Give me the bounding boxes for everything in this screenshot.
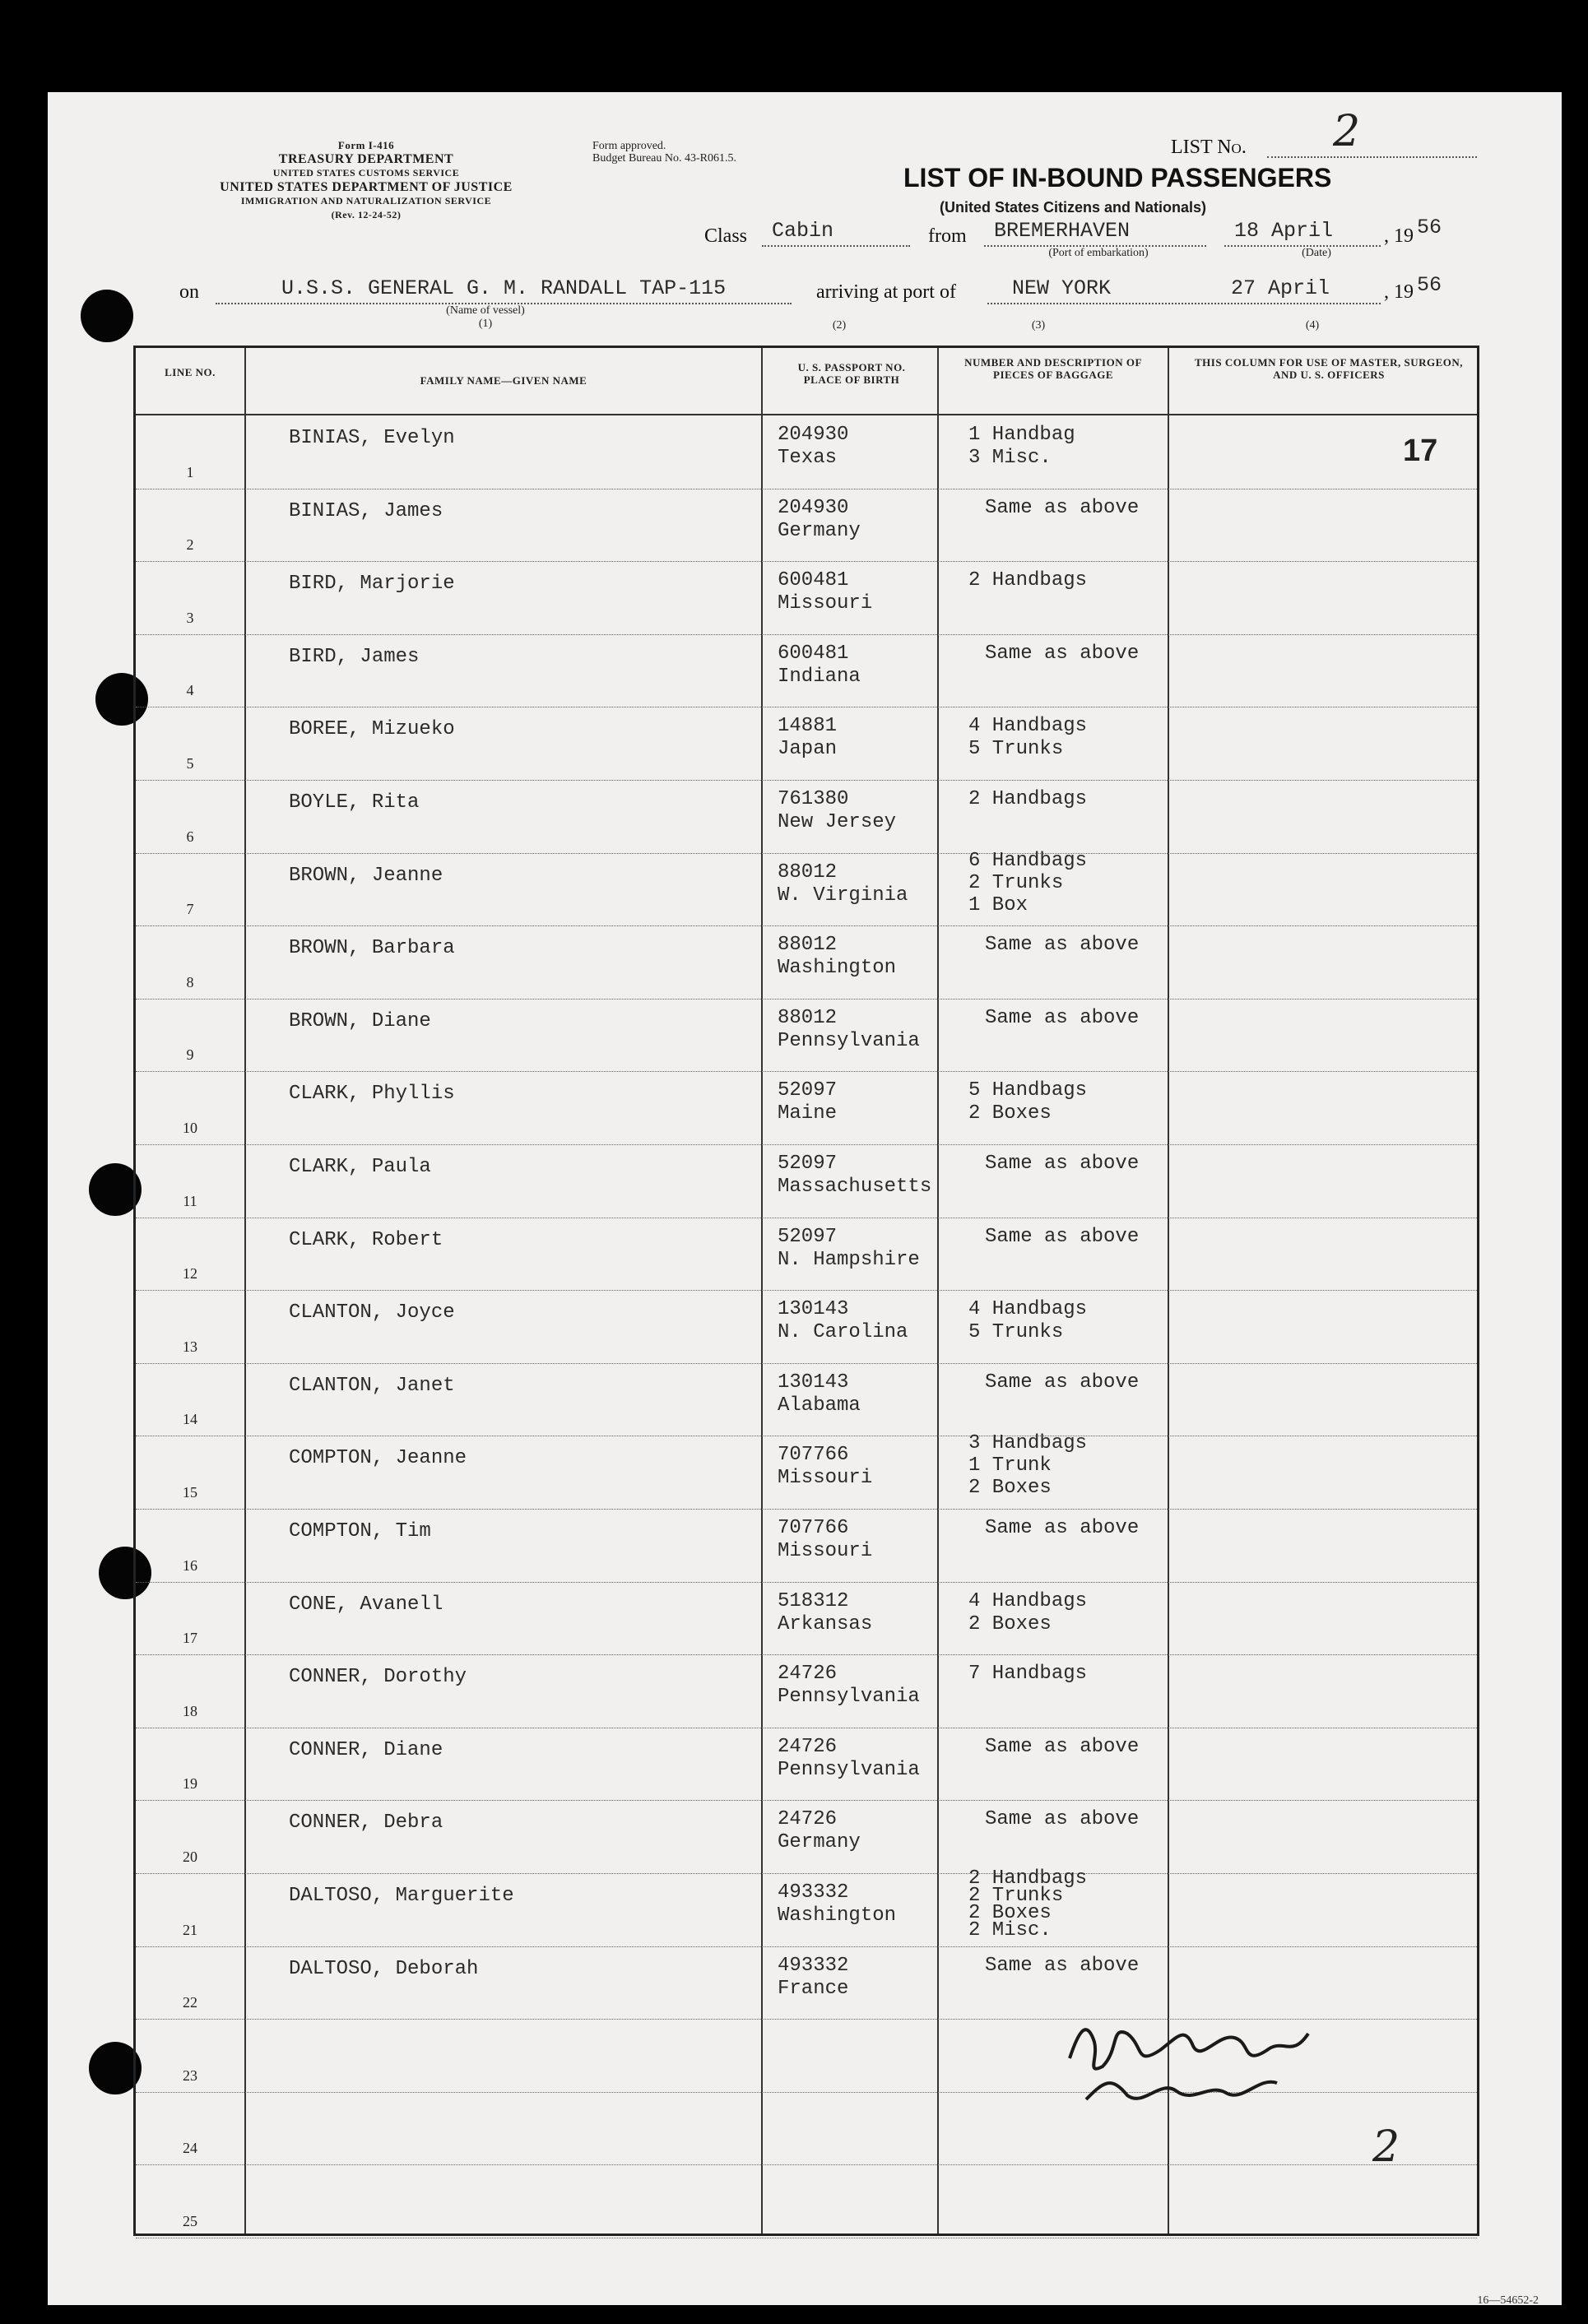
passport-cell	[778, 1298, 908, 1344]
passport-number: 14881	[778, 715, 838, 738]
passport-cell	[778, 1590, 872, 1636]
baggage-cell	[968, 424, 1075, 470]
baggage-line: Same as above	[985, 1517, 1140, 1539]
passport-number: 600481	[778, 642, 849, 665]
line-number: 18	[183, 1702, 197, 1719]
line-number: 11	[183, 1192, 197, 1209]
place-of-birth: New Jersey	[778, 811, 897, 833]
col-4-number: (4)	[1305, 319, 1320, 332]
passport-cell	[778, 1371, 861, 1417]
baggage-line: 2 Boxes	[968, 1102, 1052, 1125]
vessel-name: U.S.S. GENERAL G. M. RANDALL TAP-115	[281, 276, 727, 300]
line-number: 12	[183, 1265, 197, 1283]
baggage-line: Same as above	[985, 1225, 1140, 1248]
passenger-name: CLANTON, Joyce	[289, 1301, 455, 1324]
place-of-birth: Missouri	[778, 1467, 873, 1490]
form-department-block	[165, 138, 568, 222]
header-passport: U. S. PASSPORT NO. PLACE OF BIRTH	[797, 361, 906, 386]
list-label: LIST No.	[1171, 137, 1247, 158]
passenger-name: BOREE, Mizueko	[289, 718, 455, 741]
passport-cell	[778, 1736, 920, 1782]
place-of-birth: Pennsylvania	[778, 1686, 920, 1709]
passport-cell	[778, 1007, 920, 1053]
table-row	[136, 1218, 1477, 1292]
baggage-line: Same as above	[985, 1808, 1140, 1831]
header-line-no: LINE NO.	[165, 366, 216, 378]
line-number: 5	[186, 754, 194, 772]
place-of-birth: Arkansas	[778, 1612, 873, 1635]
table-row	[136, 489, 1477, 563]
baggage-cell	[985, 1226, 1139, 1249]
count-annotation: 17	[1403, 434, 1438, 468]
passport-number: 600481	[778, 569, 849, 592]
baggage-line: 2 Boxes	[968, 1477, 1052, 1500]
line-number: 10	[183, 1119, 197, 1136]
arrival-year: 56	[1417, 273, 1442, 297]
place-of-birth: Washington	[778, 957, 897, 980]
line-number: 8	[186, 973, 194, 990]
table-row	[136, 925, 1477, 1000]
baggage-cell	[968, 715, 1087, 761]
passenger-name: BROWN, Jeanne	[289, 864, 443, 887]
baggage-line: 5 Trunks	[968, 1321, 1064, 1344]
passport-number: 707766	[778, 1517, 849, 1539]
baggage-line: Same as above	[985, 496, 1140, 519]
baggage-cell	[985, 1736, 1139, 1759]
passport-cell	[778, 1955, 848, 2001]
baggage-line: Same as above	[985, 1735, 1140, 1758]
baggage-cell	[985, 1153, 1139, 1176]
baggage-line: 4 Handbags	[968, 1589, 1088, 1612]
immigration-service: IMMIGRATION AND NATURALIZATION SERVICE	[240, 195, 492, 206]
line-number: 24	[183, 2140, 197, 2157]
vessel-caption: (Name of vessel)	[446, 304, 525, 317]
place-of-birth: N. Hampshire	[778, 1248, 920, 1271]
table-row	[136, 1728, 1477, 1802]
line-number: 6	[186, 828, 194, 845]
baggage-line: 2 Boxes	[968, 1902, 1052, 1924]
baggage-cell	[985, 1007, 1139, 1030]
year-prefix-2: , 19	[1384, 281, 1414, 303]
table-row	[136, 2164, 1477, 2238]
baggage-line: Same as above	[985, 1006, 1140, 1029]
line-number: 19	[183, 1775, 197, 1793]
table-row	[136, 780, 1477, 854]
line-number: 1	[186, 463, 194, 480]
baggage-line: 2 Trunks	[968, 871, 1064, 894]
treasury-dept: TREASURY DEPARTMENT	[278, 152, 454, 166]
passport-number: 88012	[778, 860, 838, 884]
passport-number: 88012	[778, 1006, 838, 1029]
header-name: FAMILY NAME—GIVEN NAME	[420, 374, 587, 387]
place-of-birth: Germany	[778, 1831, 861, 1854]
passport-number: 52097	[778, 1225, 838, 1248]
passport-number: 130143	[778, 1298, 849, 1321]
baggage-cell	[968, 1079, 1087, 1125]
baggage-line: Same as above	[985, 1954, 1140, 1977]
passenger-name: BROWN, Diane	[289, 1009, 431, 1032]
list-no-line	[1267, 156, 1477, 158]
table-row	[136, 1654, 1477, 1728]
baggage-line: Same as above	[985, 934, 1140, 957]
baggage-cell	[968, 569, 1087, 592]
baggage-line: 2 Handbags	[968, 1867, 1088, 1890]
embark-date: 18 April	[1234, 219, 1334, 243]
class-line	[762, 245, 910, 247]
revision: (Rev. 12-24-52)	[331, 209, 402, 220]
passport-number: 52097	[778, 1153, 838, 1175]
baggage-line: 6 Handbags	[968, 849, 1088, 872]
header-baggage: NUMBER AND DESCRIPTION OF PIECES OF BAGGAGE	[964, 356, 1142, 381]
passenger-name: DALTOSO, Deborah	[289, 1957, 479, 1980]
passport-number: 761380	[778, 788, 849, 810]
passport-cell	[778, 788, 896, 834]
form-number: Form I-416	[337, 139, 395, 151]
place-of-birth: W. Virginia	[778, 884, 908, 907]
line-number: 20	[183, 1848, 197, 1865]
passenger-name: DALTOSO, Marguerite	[289, 1885, 514, 1907]
baggage-line: 3 Handbags	[968, 1432, 1088, 1455]
arrival-port: NEW YORK	[1012, 276, 1112, 300]
place-of-birth: Pennsylvania	[778, 1029, 920, 1052]
line-number: 3	[186, 609, 194, 626]
baggage-cell	[968, 1867, 1088, 1941]
form-subtitle: (United States Citizens and Nationals)	[940, 199, 1207, 216]
form-title: LIST OF IN-BOUND PASSENGERS	[903, 163, 1332, 193]
passport-number: 518312	[778, 1589, 849, 1612]
from-port: BREMERHAVEN	[994, 219, 1131, 243]
passport-cell	[778, 1444, 872, 1490]
baggage-line: Same as above	[985, 1153, 1140, 1175]
passport-cell	[778, 934, 896, 980]
footer-code: 16—54652-2	[1477, 2294, 1539, 2307]
year-prefix-1: , 19	[1384, 225, 1414, 247]
binder-hole-1	[81, 290, 133, 342]
passenger-table	[133, 346, 1479, 2236]
line-number: 2	[186, 536, 194, 554]
arrival-date: 27 April	[1231, 276, 1330, 300]
baggage-line: 1 Box	[968, 893, 1028, 916]
place-of-birth: Indiana	[778, 665, 861, 688]
header-officers: THIS COLUMN FOR USE OF MASTER, SURGEON, AND U. S. OFFICERS	[1195, 356, 1463, 381]
passenger-name: COMPTON, Tim	[289, 1520, 431, 1542]
baggage-line: 2 Handbags	[968, 569, 1088, 592]
passenger-name: CLANTON, Janet	[289, 1374, 455, 1397]
embark-year: 56	[1417, 216, 1442, 239]
baggage-cell	[985, 1517, 1139, 1540]
passport-number: 52097	[778, 1079, 838, 1102]
baggage-cell	[985, 934, 1139, 957]
table-row	[136, 1432, 1477, 1510]
justice-dept: UNITED STATES DEPARTMENT OF JUSTICE	[220, 180, 513, 194]
from-label: from	[928, 225, 967, 247]
passport-cell	[778, 1663, 920, 1709]
place-of-birth: N. Carolina	[778, 1321, 908, 1344]
table-row	[136, 1144, 1477, 1218]
col-2-number: (2)	[832, 319, 847, 332]
line-number: 25	[183, 2212, 197, 2229]
baggage-line: 5 Trunks	[968, 738, 1064, 761]
passport-cell	[778, 1517, 872, 1563]
line-number: 17	[183, 1630, 197, 1647]
place-of-birth: Japan	[778, 738, 838, 761]
place-of-birth: Massachusetts	[778, 1176, 932, 1198]
passport-number: 24726	[778, 1735, 838, 1758]
place-of-birth: Missouri	[778, 592, 873, 615]
baggage-cell	[985, 1371, 1139, 1394]
table-row	[136, 707, 1477, 781]
table-row	[136, 1363, 1477, 1437]
passport-number: 204930	[778, 496, 849, 519]
table-row	[136, 561, 1477, 635]
passenger-name: BROWN, Barbara	[289, 937, 455, 960]
table-row	[136, 1509, 1477, 1583]
table-row	[136, 849, 1477, 927]
passport-cell	[778, 715, 837, 761]
passport-number: 24726	[778, 1808, 838, 1831]
line-number: 16	[183, 1556, 197, 1574]
place-of-birth: Maine	[778, 1102, 838, 1125]
passenger-name: CONNER, Diane	[289, 1738, 443, 1761]
line-number: 15	[183, 1483, 197, 1501]
baggage-line: 4 Handbags	[968, 715, 1088, 738]
baggage-line: Same as above	[985, 1371, 1140, 1394]
passport-cell	[778, 1079, 837, 1125]
place-of-birth: Alabama	[778, 1394, 861, 1417]
place-of-birth: Texas	[778, 447, 838, 469]
port-line	[987, 303, 1381, 304]
arriving-label: arriving at port of	[816, 281, 956, 303]
line-number: 13	[183, 1338, 197, 1355]
table-row	[136, 634, 1477, 708]
baggage-cell	[985, 1808, 1139, 1831]
baggage-line: 2 Boxes	[968, 1612, 1052, 1635]
place-of-birth: Germany	[778, 519, 861, 542]
baggage-cell	[968, 1663, 1087, 1686]
on-label: on	[179, 281, 199, 303]
passport-number: 204930	[778, 424, 849, 446]
baggage-line: 4 Handbags	[968, 1298, 1088, 1321]
baggage-cell	[968, 788, 1087, 811]
table-row	[136, 1071, 1477, 1145]
vessel-under-label	[387, 304, 584, 331]
passenger-name: CONE, Avanell	[289, 1593, 443, 1616]
form-approved	[592, 140, 736, 165]
passport-cell	[778, 1153, 931, 1199]
passenger-name: BINIAS, Evelyn	[289, 427, 455, 449]
line-number: 22	[183, 1994, 197, 2011]
table-row	[136, 1582, 1477, 1656]
passenger-name: BIRD, James	[289, 645, 420, 668]
passport-cell	[778, 861, 908, 907]
col-3-number: (3)	[1031, 319, 1046, 332]
passenger-name: CLARK, Robert	[289, 1228, 443, 1251]
passenger-name: BINIAS, James	[289, 499, 443, 522]
passport-cell	[778, 1808, 861, 1854]
passenger-name: CLARK, Paula	[289, 1156, 431, 1178]
baggage-line: Same as above	[985, 642, 1140, 665]
date-under-label: (Date)	[1302, 247, 1331, 259]
baggage-cell	[985, 1955, 1139, 1978]
baggage-cell	[968, 1298, 1087, 1344]
baggage-line: 1 Handbag	[968, 424, 1075, 446]
baggage-line: 3 Misc.	[968, 447, 1052, 469]
baggage-line: 1 Trunk	[968, 1454, 1052, 1477]
line-number: 23	[183, 2067, 197, 2084]
baggage-cell	[985, 642, 1139, 666]
table-row	[136, 1867, 1477, 1947]
line-number: 7	[186, 901, 194, 918]
place-of-birth: Missouri	[778, 1540, 873, 1562]
budget-bureau: Budget Bureau No. 43-R061.5.	[592, 152, 736, 165]
page-mark: 2	[1372, 2122, 1400, 2172]
baggage-cell	[985, 497, 1139, 520]
list-number: 2	[1333, 107, 1361, 156]
line-number: 14	[183, 1411, 197, 1428]
baggage-cell	[968, 1432, 1087, 1499]
from-under-label: (Port of embarkation)	[1048, 247, 1149, 259]
line-number: 21	[183, 1921, 197, 1938]
place-of-birth: Washington	[778, 1904, 897, 1927]
passport-cell	[778, 642, 861, 689]
class-value: Cabin	[772, 219, 834, 243]
passenger-name: CONNER, Dorothy	[289, 1666, 467, 1689]
passport-cell	[778, 569, 872, 615]
passport-number: 88012	[778, 934, 838, 957]
table-row	[136, 999, 1477, 1073]
line-number: 4	[186, 682, 194, 699]
baggage-line: 2 Handbags	[968, 788, 1088, 810]
baggage-cell	[968, 850, 1087, 916]
passenger-name: CONNER, Debra	[289, 1811, 443, 1835]
passport-cell	[778, 1881, 896, 1927]
table-row	[136, 1290, 1477, 1364]
baggage-line: 2 Misc.	[968, 1919, 1052, 1941]
approved-text: Form approved.	[592, 140, 666, 152]
passport-cell	[778, 497, 861, 543]
place-of-birth: Pennsylvania	[778, 1758, 920, 1781]
passport-cell	[778, 424, 848, 470]
passenger-name: COMPTON, Jeanne	[289, 1447, 467, 1470]
passport-number: 24726	[778, 1663, 838, 1686]
passport-cell	[778, 1226, 920, 1272]
class-label: Class	[704, 225, 748, 247]
place-of-birth: France	[778, 1977, 849, 2000]
line-number: 9	[186, 1046, 194, 1064]
passport-number: 493332	[778, 1881, 849, 1904]
passenger-name: BIRD, Marjorie	[289, 573, 455, 596]
passport-number: 707766	[778, 1444, 849, 1467]
passport-number: 130143	[778, 1371, 849, 1394]
baggage-line: 5 Handbags	[968, 1079, 1088, 1102]
baggage-line: 7 Handbags	[968, 1663, 1088, 1686]
passport-number: 493332	[778, 1954, 849, 1977]
passenger-name: CLARK, Phyllis	[289, 1083, 455, 1106]
table-row	[136, 1800, 1477, 1874]
customs-service: UNITED STATES CUSTOMS SERVICE	[272, 167, 460, 179]
table-row	[136, 415, 1477, 489]
baggage-line: 2 Trunks	[968, 1885, 1064, 1907]
baggage-cell	[968, 1590, 1087, 1636]
officer-signature	[1061, 2001, 1374, 2116]
passenger-name: BOYLE, Rita	[289, 791, 420, 814]
col-1-number: (1)	[478, 318, 493, 330]
